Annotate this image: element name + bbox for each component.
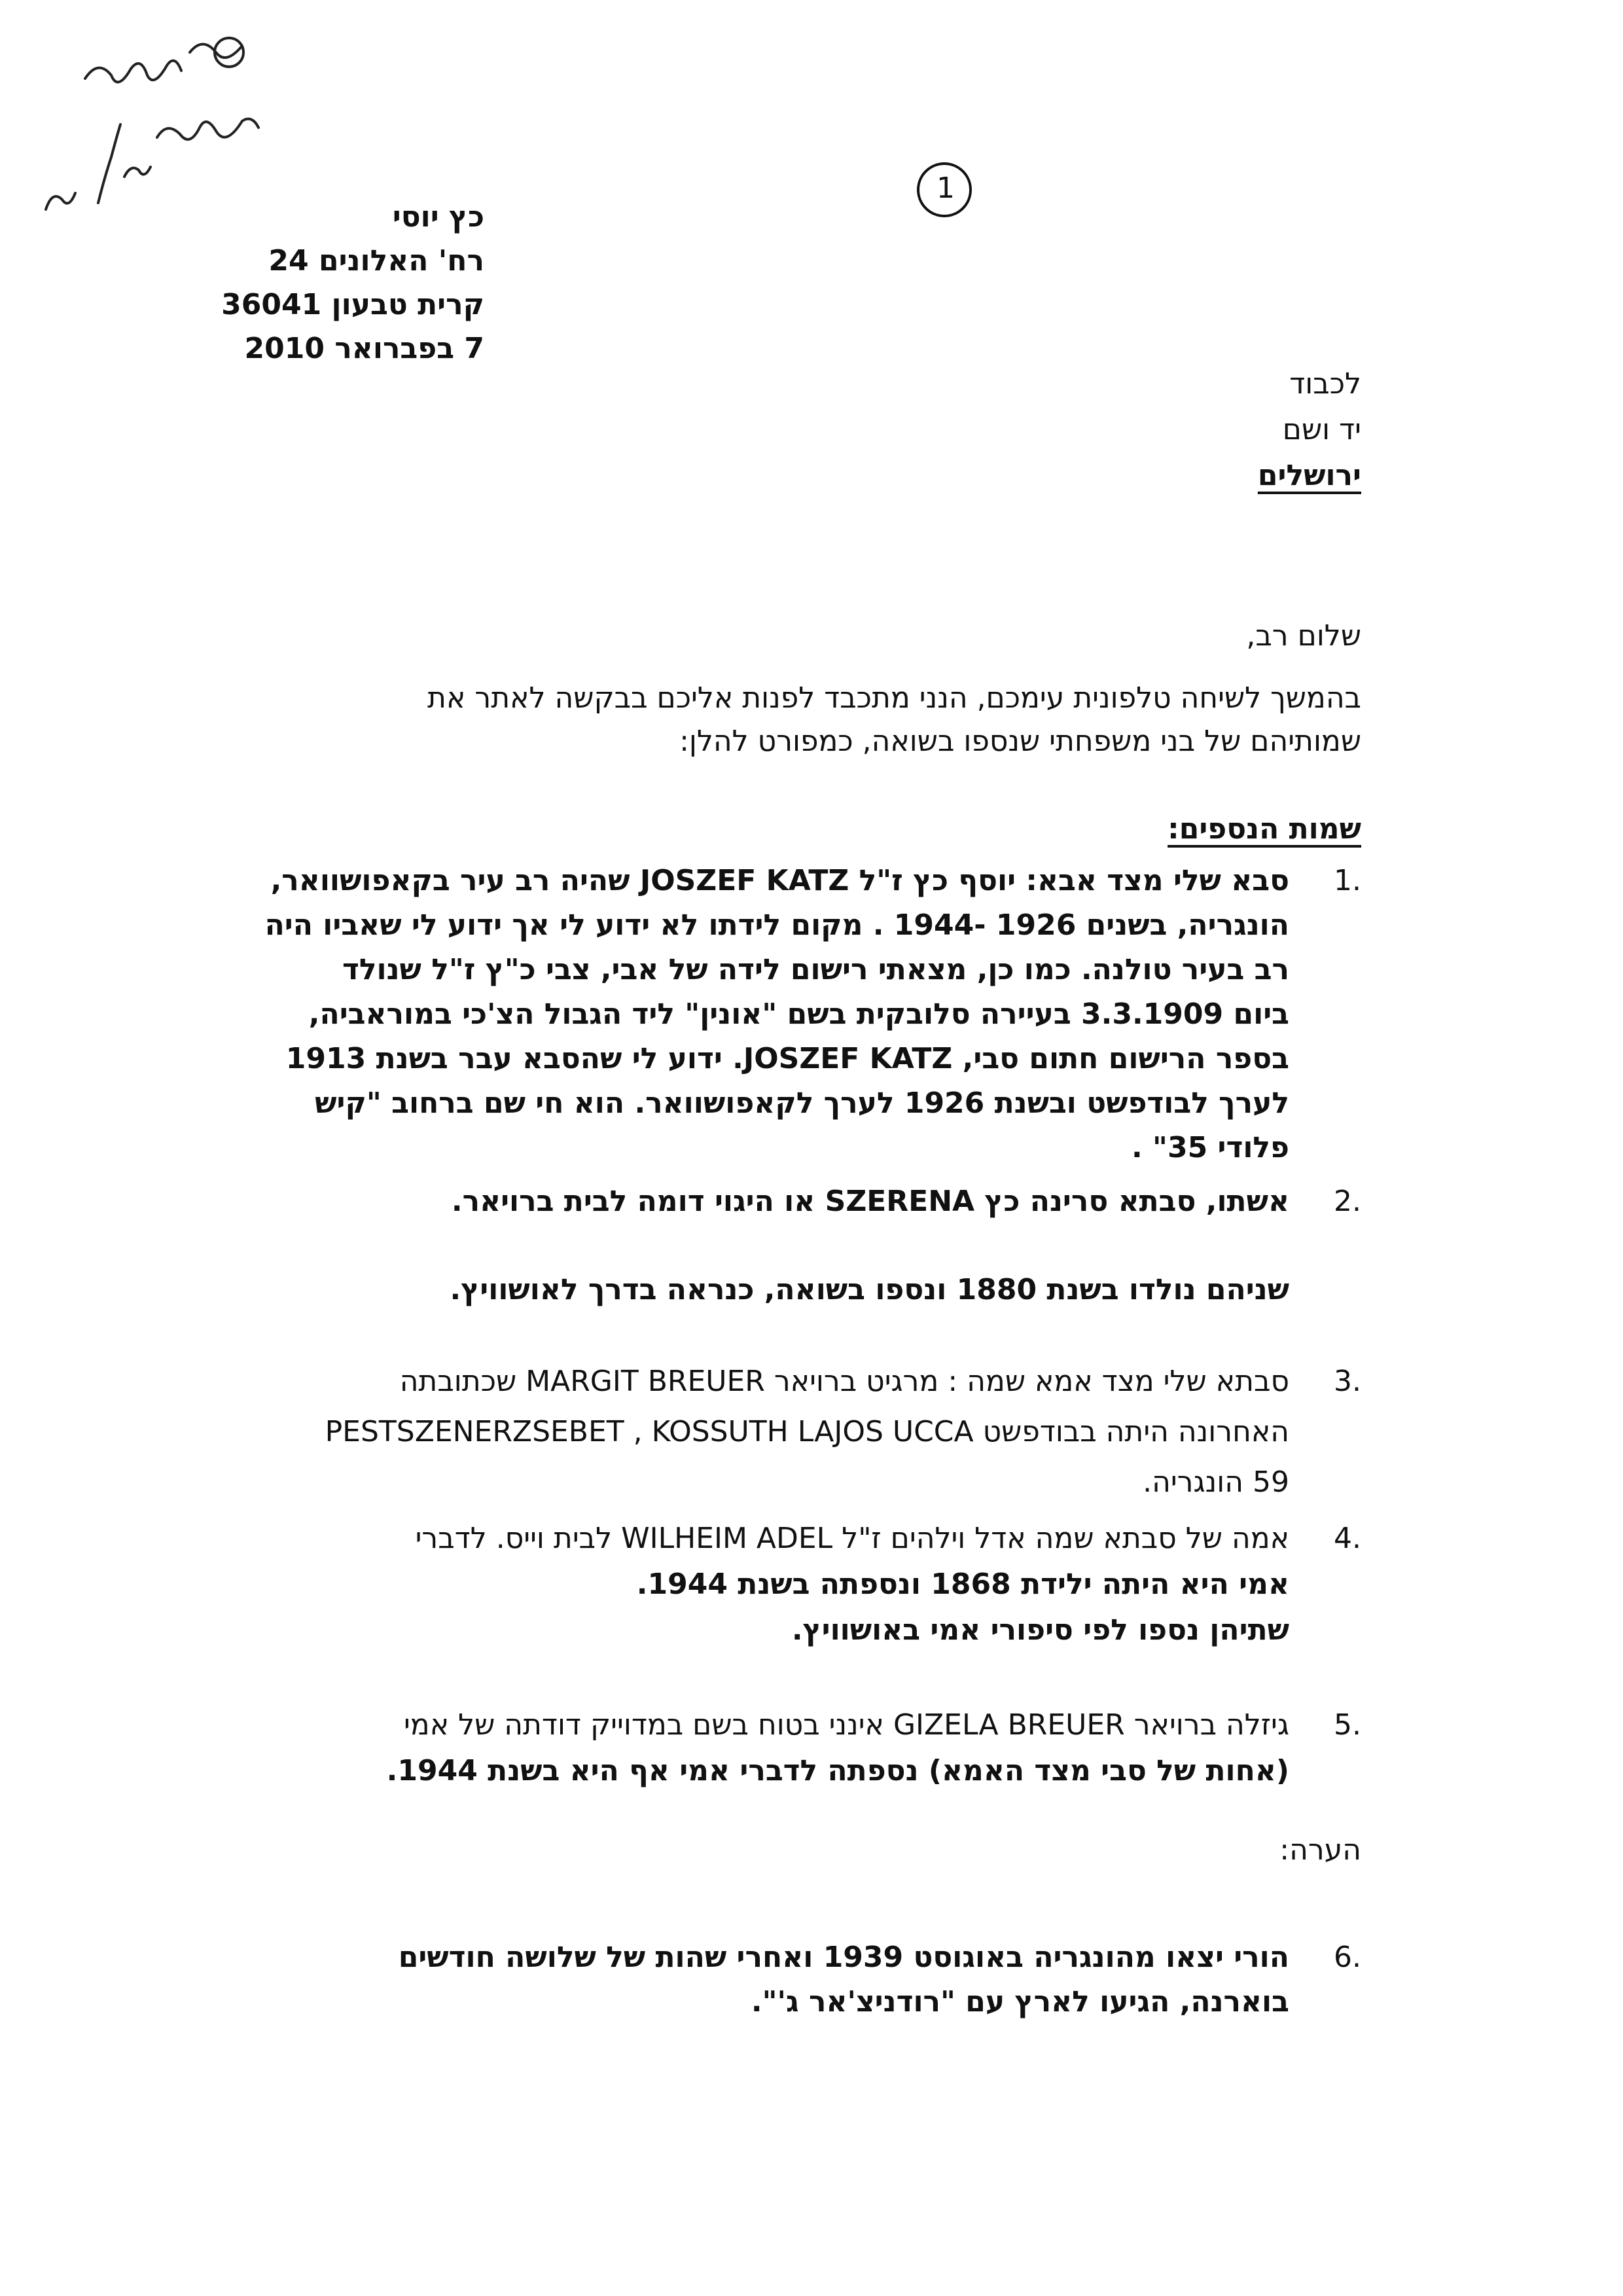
list-item — [0, 1365, 1623, 1509]
sender-block — [157, 200, 484, 367]
handwritten-annotation — [26, 13, 301, 223]
handwriting-scribble — [26, 13, 301, 223]
intro-line-2: שמותיהם של בני משפחתי שנספו בשואה, כמפורט להלן: — [679, 725, 1361, 758]
item-line: 59 הונגריה. — [1143, 1465, 1289, 1499]
item-line: (אחות של סבי מצד האמא) נספתה לדברי אמי אף היא בשנת 1944. — [386, 1754, 1289, 1787]
item-line: הורי יצאו מהונגריה באוגוסט 1939 ואחרי שהות של שלושה חודשים — [398, 1941, 1289, 1974]
item-line: אשתו, סבתא סרינה כץ SZERENA או היגוי דומה לבית ברויאר. — [451, 1185, 1289, 1218]
page-marker — [913, 157, 978, 223]
recipient-block — [1034, 367, 1361, 514]
item-line: האחרונה היתה בבודפשט PESTSZENERZSEBET , KOSSUTH LAJOS UCCA — [325, 1415, 1289, 1448]
item-number: 4. — [1334, 1522, 1361, 1555]
recipient-line2: יד ושם — [1282, 413, 1361, 446]
item-line: פלודי 35" . — [1131, 1131, 1289, 1164]
note-label — [1099, 1833, 1361, 1875]
intro-paragraph — [249, 681, 1361, 769]
section-title-text: שמות הנספים: — [1168, 812, 1361, 846]
recipient-city: ירושלים — [1257, 459, 1361, 492]
item-line: אמה של סבתא שמה אדל וילהים ז"ל WILHEIM ADEL לבית וייס. לדברי — [415, 1522, 1289, 1555]
recipient-line1: לכבוד — [1289, 367, 1361, 401]
sender-name: כץ יוסי — [392, 200, 484, 234]
list-item — [0, 1522, 1623, 1659]
item-line: אמי היא היתה ילידת 1868 ונספתה בשנת 1944. — [636, 1568, 1289, 1601]
item-number: 2. — [1334, 1185, 1361, 1218]
item-line: בוארנה, הגיעו לארץ עם "רודניצ'אר ג'". — [751, 1985, 1289, 2018]
sender-street: רח' האלונים 24 — [268, 244, 484, 278]
item-line: שתיהן נספו לפי סיפורי אמי באושוויץ. — [791, 1613, 1289, 1647]
item-line: גיזלה ברויאר GIZELA BREUER אינני בטוח בשם במדוייק דודתה של אמי — [403, 1708, 1289, 1742]
list-item — [0, 1708, 1623, 1800]
item-number: 5. — [1334, 1708, 1361, 1742]
item-line: הונגריה, בשנים 1926 -1944 . מקום לידתו לא ידוע לי אך ידוע לי שאביו היה — [264, 908, 1289, 942]
greeting-text: שלום רב, — [1246, 619, 1361, 653]
item-line: סבא שלי מצד אבא: יוסף כץ ז"ל JOSZEF KATZ שהיה רב עיר בקאפושוואר, — [270, 864, 1289, 897]
sender-date: 7 בפברואר 2010 — [244, 332, 484, 365]
greeting — [969, 619, 1361, 661]
intro-line-1: בהמשך לשיחה טלפונית עימכם, הנני מתכבד לפנות אליכם בבקשה לאתר את — [427, 681, 1361, 715]
section-title — [969, 812, 1361, 854]
list-item-continuation — [0, 1273, 1623, 1312]
item-line: ביום 3.3.1909 בעיירה סלובקית בשם "אונין" ליד הגבול הצ'כי במוראביה, — [308, 997, 1289, 1031]
note-label-text: הערה: — [1279, 1833, 1361, 1867]
item-number: 3. — [1334, 1365, 1361, 1398]
item-line: רב בעיר טולנה. כמו כן, מצאתי רישום לידה של אבי, צבי כ"ץ ז"ל שנולד — [342, 953, 1289, 986]
page-marker-number: 1 — [936, 171, 955, 205]
item-line: סבתא שלי מצד אמא שמה : מרגיט ברויאר MARGIT BREUER שכתובתה — [399, 1365, 1289, 1398]
sender-city: קרית טבעון 36041 — [221, 288, 484, 321]
list-item — [0, 864, 1623, 1191]
item-line: לערך לבודפשט ובשנת 1926 לערך לקאפושוואר. הוא חי שם ברחוב "קיש — [315, 1086, 1289, 1120]
item-number: 1. — [1334, 864, 1361, 897]
list-item — [0, 1185, 1623, 1224]
list-item — [0, 1941, 1623, 2032]
item-line: בספר הרישום חתום סבי, JOSZEF KATZ. ידוע לי שהסבא עבר בשנת 1913 — [285, 1042, 1289, 1075]
item-number: 6. — [1334, 1941, 1361, 1974]
item-line: שניהם נולדו בשנת 1880 ונספו בשואה, כנראה בדרך לאושוויץ. — [450, 1273, 1289, 1306]
